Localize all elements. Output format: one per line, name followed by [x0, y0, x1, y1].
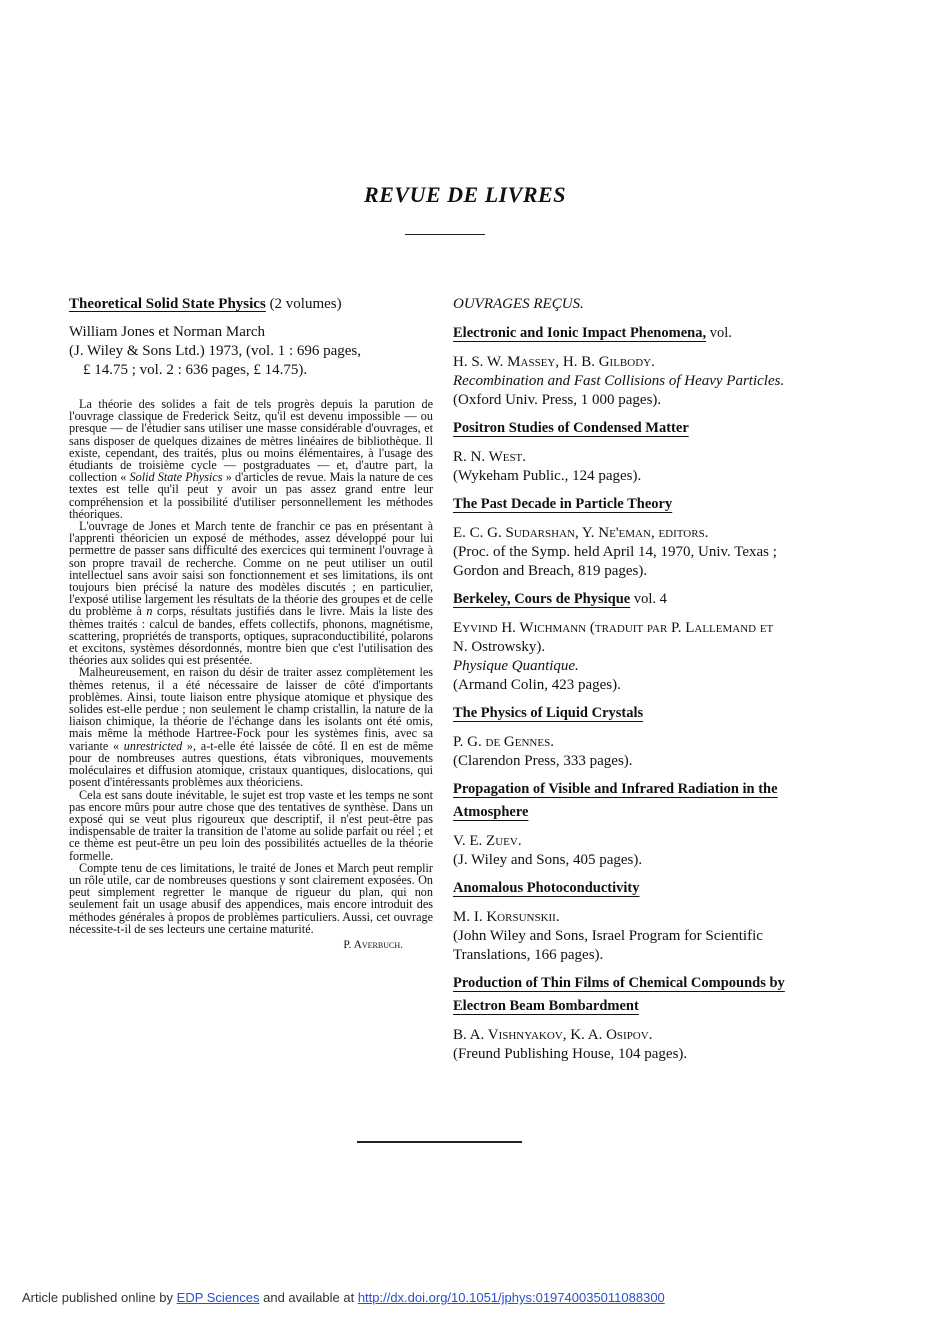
- entry-title: [453, 588, 821, 611]
- books-received-column: [453, 294, 821, 1071]
- publisher-link[interactable]: EDP Sciences: [176, 1290, 260, 1305]
- entry-title-suffix: vol.: [706, 325, 732, 341]
- publication-footer: [22, 1290, 665, 1305]
- entry-publisher: (Oxford Univ. Press, 1 000 pages).: [453, 392, 662, 408]
- review-italic: unrestricted: [123, 738, 183, 753]
- entry-publisher: Translations, 166 pages).: [453, 947, 604, 963]
- doi-link[interactable]: http://dx.doi.org/10.1051/jphys:019740035011088300: [357, 1290, 665, 1305]
- entry-title-text: Electron Beam Bombardment: [453, 998, 639, 1014]
- review-heading: [69, 294, 433, 314]
- entry-title: [453, 972, 821, 1018]
- received-entry: [453, 417, 821, 486]
- received-entry: [453, 778, 821, 870]
- footer-text: and available at: [259, 1290, 358, 1305]
- page-title: REVUE DE LIVRES: [364, 182, 566, 207]
- review-paragraph: [69, 666, 433, 788]
- books-received-heading: OUVRAGES REÇUS.: [453, 296, 584, 312]
- entry-body: [453, 619, 821, 695]
- entry-authors: V. E. Zuev.: [453, 833, 522, 849]
- received-entry: [453, 702, 821, 771]
- review-italic: Solid State Physics: [129, 470, 223, 485]
- entry-title-text: Berkeley, Cours de Physique: [453, 591, 631, 607]
- review-paragraph: Cela est sans doute inévitable, le sujet est trop vaste et les temps ne sont pas encore mûrs pour autre chose que des tentatives de synthèse. Dans un exposé qui se veut plus rigoureux que descriptif, il n'est peut-être pas indispensable de traiter la transition de l'atome au solide parfait ou réel ; et ce thème est peut-être un peu loin des possibilités actuelles de la théorie formelle.: [69, 787, 433, 863]
- review-authors: William Jones et Norman March: [69, 324, 266, 340]
- review-italic: n: [146, 604, 153, 619]
- entry-authors: H. S. W. Massey, H. B. Gilbody.: [453, 354, 655, 370]
- review-signature: P. Averbuch.: [343, 938, 403, 951]
- entry-body: [453, 353, 821, 410]
- entry-publisher: Gordon and Breach, 819 pages).: [453, 563, 648, 579]
- entry-publisher: (John Wiley and Sons, Israel Program for Scientific: [453, 928, 763, 944]
- received-entry: [453, 972, 821, 1064]
- received-entry: [453, 493, 821, 581]
- entry-body: [453, 733, 821, 771]
- entry-title-text: Anomalous Photoconductivity: [453, 880, 640, 896]
- review-text: La théorie des solides a fait de tels progrès depuis la parution de l'ouvrage classique de Frederick Seitz, qu'il est devenu impossible — ou presque — de l'étudier sans utiliser une masse considérable d'ouvrages, et sans disposer de quelques dizaines de mètres linéaires de bibliothèque. Il existe, cependant, des traités, plus ou moins élémentaires, à l'usage des étudiants de troisième cycle — postgraduates — et, d'autre part, la collection «: [69, 397, 433, 485]
- entry-title: [453, 417, 821, 440]
- entry-authors: E. C. G. Sudarshan, Y. Ne'eman, editors.: [453, 525, 709, 541]
- entry-body: [453, 832, 821, 870]
- entry-title: [453, 877, 821, 900]
- review-publisher: [69, 342, 433, 380]
- review-publisher-line1: (J. Wiley & Sons Ltd.) 1973, (vol. 1 : 696 pages,: [69, 343, 362, 359]
- review-paragraph: [69, 398, 433, 520]
- entry-title: [453, 493, 821, 516]
- review-paragraph: Compte tenu de ces limitations, le traité de Jones et March peut remplir un rôle utile, car de nombreuses questions y sont clairement exposées. On peut simplement regretter le manque de rigueur du plan, qui non seulement fait un usage abusif des appendices, mais encore introduit des méthodes générales à propos de problèmes particuliers. Aussi, cet ouvrage nécessite-t-il de ses lecteurs une certaine maturité.: [69, 860, 433, 936]
- entry-title: [453, 778, 821, 824]
- review-body: [69, 398, 433, 935]
- entry-title-text: Propagation of Visible and Infrared Radiation in the: [453, 781, 778, 797]
- entry-subtitle: Recombination and Fast Collisions of Heavy Particles.: [453, 373, 785, 389]
- entry-authors: N. Ostrowsky).: [453, 639, 546, 655]
- review-book-title: Theoretical Solid State Physics: [69, 296, 266, 312]
- entry-authors: R. N. West.: [453, 449, 527, 465]
- entry-title-suffix: vol. 4: [630, 591, 667, 607]
- entry-authors: B. A. Vishnyakov, K. A. Osipov.: [453, 1027, 653, 1043]
- entry-title-text: The Past Decade in Particle Theory: [453, 496, 673, 512]
- review-text: », a-t-elle été laissée de côté. Il en est de même pour de nombreuses autres questions, états vibroniques, mouvements moléculaires et diffusion atomique, cristaux quantiques, dislocations, qui posent d'intéressants problèmes aux théoriciens.: [69, 738, 433, 790]
- received-entry: [453, 588, 821, 695]
- entry-title-text: Positron Studies of Condensed Matter: [453, 420, 689, 436]
- received-entry: [453, 322, 821, 410]
- entry-publisher: (J. Wiley and Sons, 405 pages).: [453, 852, 643, 868]
- entry-title-text: Atmosphere: [453, 804, 529, 820]
- entry-authors: P. G. de Gennes.: [453, 734, 554, 750]
- review-publisher-line2: £ 14.75 ; vol. 2 : 636 pages, £ 14.75).: [83, 362, 308, 378]
- entry-body: [453, 1026, 821, 1064]
- entry-publisher: (Freund Publishing House, 104 pages).: [453, 1046, 688, 1062]
- entry-subtitle: Physique Quantique.: [453, 658, 579, 674]
- entry-title-text: Electronic and Ionic Impact Phenomena,: [453, 325, 707, 341]
- review-volumes: (2 volumes): [269, 296, 342, 312]
- entry-title: [453, 322, 821, 345]
- footer-text: Article published online by: [22, 1290, 177, 1305]
- entry-title-text: The Physics of Liquid Crystals: [453, 705, 644, 721]
- entry-authors: Eyvind H. Wichmann (traduit par P. Lallemand et: [453, 620, 774, 636]
- entry-publisher: (Wykeham Public., 124 pages).: [453, 468, 642, 484]
- entry-publisher: (Armand Colin, 423 pages).: [453, 677, 621, 693]
- entry-publisher: (Proc. of the Symp. held April 14, 1970, Univ. Texas ;: [453, 544, 777, 560]
- entry-publisher: (Clarendon Press, 333 pages).: [453, 753, 633, 769]
- review-text: Malheureusement, en raison du désir de traiter assez complètement les thèmes retenus, il a été nécessaire de laisser de côté d'importants problèmes. Ainsi, toute liaison entre physique atomique et physique des solides est-elle perdue ; non seulement le champ cristallin, la nature de la liaison chimique, la théorie de l'échange dans les isolants ont été omis, mais même la méthode Hartree-Fock pour les systèmes finis, avec sa variante «: [69, 665, 433, 753]
- received-entry: [453, 877, 821, 965]
- bottom-divider: [357, 1141, 522, 1143]
- title-divider: [405, 234, 485, 235]
- book-review-column: [69, 294, 433, 951]
- entry-body: [453, 524, 821, 581]
- entry-body: [453, 448, 821, 486]
- entry-authors: M. I. Korsunskii.: [453, 909, 560, 925]
- review-text: corps, résultats justifiés dans le livre. Mais la liste des thèmes traités : calcul de bandes, effets collectifs, phonons, magnétisme, scattering, propriétés de transports, optiques, supraconductibilité, polarons et excitons, systèmes désordonnés, montre bien que c'est l'utilisation des théories aux solides qui est présentée.: [69, 604, 433, 668]
- entry-title-text: Production of Thin Films of Chemical Compounds by: [453, 975, 785, 991]
- entry-title: [453, 702, 821, 725]
- review-text: L'ouvrage de Jones et March tente de franchir ce pas en présentant à l'apprenti théoricien un exposé de méthodes, assez développé pour lui permettre de passer sans difficulté des exercices qui terminent l'ouvrage à son propre travail de recherche. Comme on ne peut utiliser un outil intellectuel sans avoir saisi son fonctionnement et ses limitations, ils ont toujours bien précisé la nature des modèles discutés ; en particulier, l'exposé utilise largement les résultats de la théorie des groupes et de celle du problème à: [69, 519, 433, 619]
- review-paragraph: [69, 520, 433, 666]
- entry-body: [453, 908, 821, 965]
- review-text: » d'articles de revue. Mais la nature de ces textes est telle qu'il peut y avoir un pas assez grand entre leur compréhension et la possibilité d'utiliser personnellement les méthodes théoriques.: [69, 470, 434, 521]
